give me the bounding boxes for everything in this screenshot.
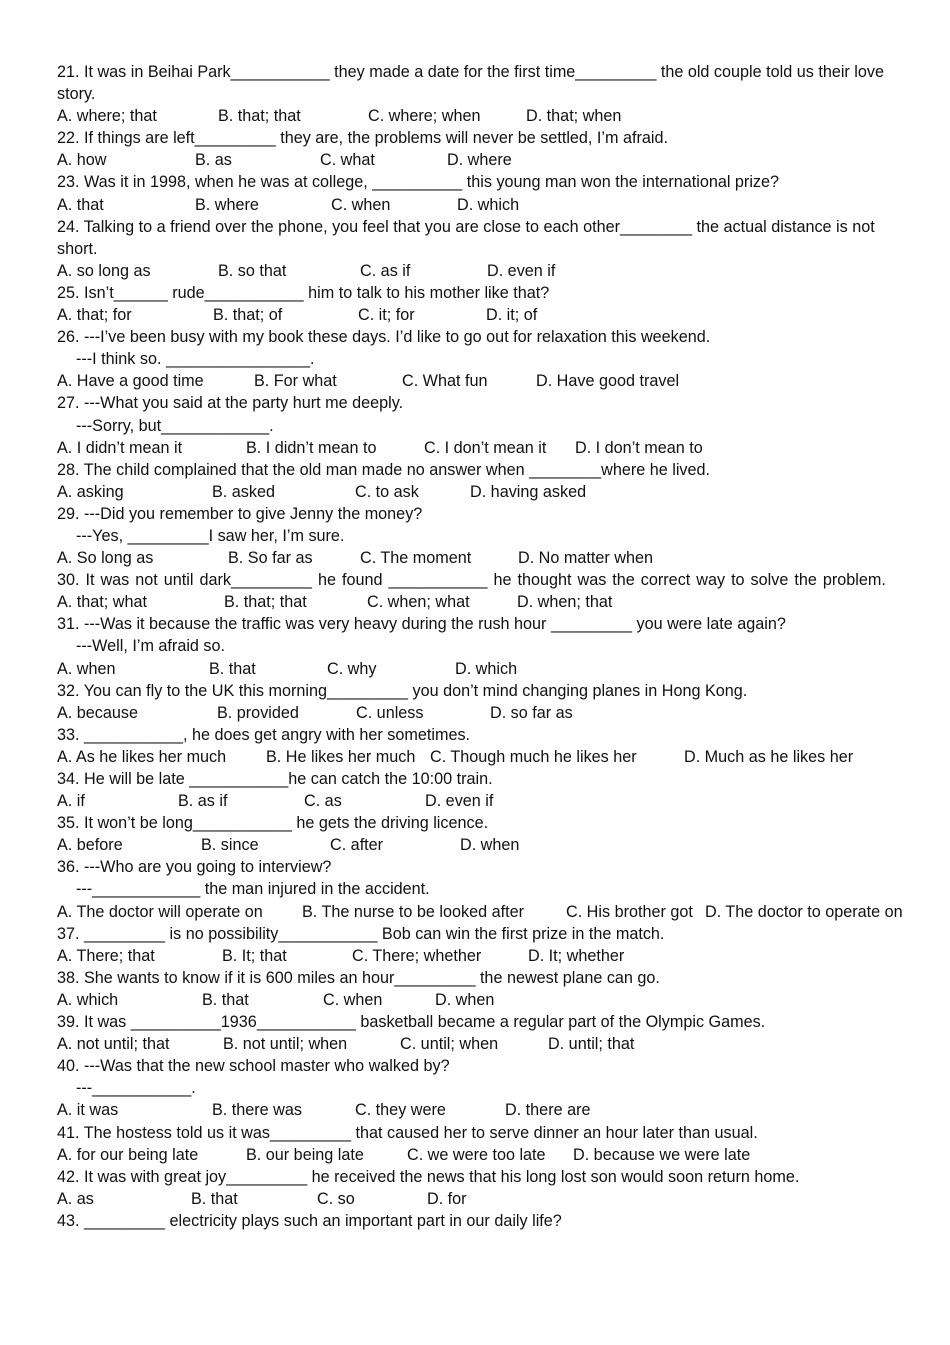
question-stem: 43. _________ electricity plays such an important part in our daily life? bbox=[57, 1211, 562, 1230]
option-b: B. He likes her much bbox=[266, 747, 416, 766]
option-c: C. what bbox=[320, 151, 375, 170]
option-c: C. unless bbox=[356, 703, 424, 722]
question-40 bbox=[57, 1055, 919, 1121]
question-stem: 28. The child complained that the old man made no answer when ________where he lived. bbox=[57, 460, 711, 479]
option-b: B. provided bbox=[217, 703, 299, 722]
question-stem: 27. ---What you said at the party hurt me deeply. bbox=[57, 394, 404, 413]
question-stem: 32. You can fly to the UK this morning_________ you don’t mind changing planes in Hong Kong. bbox=[57, 681, 748, 700]
option-c: C. as bbox=[304, 792, 342, 811]
option-a: A. Have a good time bbox=[57, 372, 204, 391]
option-b: B. For what bbox=[254, 372, 337, 391]
dialogue-reply: ---Yes, _________I saw her, I’m sure. bbox=[76, 526, 345, 545]
option-a: A. because bbox=[57, 703, 138, 722]
option-d: D. even if bbox=[487, 261, 556, 280]
option-d: D. The doctor to operate on bbox=[705, 902, 903, 921]
options-row bbox=[57, 1188, 919, 1210]
question-37 bbox=[57, 923, 919, 967]
question-stem: 41. The hostess told us it was_________ that caused her to serve dinner an hour later than usual. bbox=[57, 1123, 758, 1142]
dialogue-reply: ---____________ the man injured in the accident. bbox=[76, 880, 430, 899]
option-b: B. It; that bbox=[222, 946, 287, 965]
option-c: C. so bbox=[317, 1189, 355, 1208]
options-row bbox=[57, 834, 919, 856]
option-b: B. So far as bbox=[228, 549, 313, 568]
question-stem: 33. ___________, he does get angry with her sometimes. bbox=[57, 725, 471, 744]
options-row bbox=[57, 989, 919, 1011]
question-stem: 24. Talking to a friend over the phone, you feel that you are close to each other________ the actual distance is not short. bbox=[57, 217, 875, 258]
question-stem: 25. Isn’t______ rude___________ him to talk to his mother like that? bbox=[57, 283, 550, 302]
option-d: D. Have good travel bbox=[536, 372, 680, 391]
worksheet bbox=[57, 61, 919, 1232]
question-stem: 34. He will be late ___________he can catch the 10:00 train. bbox=[57, 770, 493, 788]
question-34 bbox=[57, 768, 919, 812]
question-33 bbox=[57, 724, 919, 768]
question-39 bbox=[57, 1011, 919, 1055]
question-29 bbox=[57, 503, 919, 569]
option-a: A. I didn’t mean it bbox=[57, 438, 183, 457]
options-row bbox=[57, 790, 919, 812]
option-a: A. So long as bbox=[57, 549, 154, 568]
question-30 bbox=[57, 569, 919, 613]
option-c: C. where; when bbox=[368, 107, 481, 126]
options-row bbox=[57, 1033, 919, 1055]
question-stem: 30. It was not until dark_________ he found ___________ he thought was the correct way to solve the problem. bbox=[57, 571, 886, 590]
options-row bbox=[57, 105, 919, 127]
option-a: A. when bbox=[57, 659, 116, 678]
question-35 bbox=[57, 812, 919, 856]
option-c: C. I don’t mean it bbox=[424, 438, 547, 457]
option-a: A. As he likes her much bbox=[57, 747, 227, 766]
question-stem: 23. Was it in 1998, when he was at college, __________ this young man won the international prize? bbox=[57, 173, 780, 192]
option-d: D. No matter when bbox=[518, 549, 653, 568]
option-b: B. The nurse to be looked after bbox=[302, 902, 524, 921]
option-a: A. that; for bbox=[57, 306, 132, 325]
option-c: C. The moment bbox=[360, 549, 472, 568]
options-row bbox=[57, 591, 919, 613]
option-a: A. which bbox=[57, 990, 119, 1009]
option-b: B. that; that bbox=[218, 107, 301, 126]
option-d: D. which bbox=[455, 659, 518, 678]
question-stem: 21. It was in Beihai Park___________ they made a date for the first time_________ the old couple told us their love story. bbox=[57, 63, 885, 104]
option-d: D. it; of bbox=[486, 306, 538, 325]
option-d: D. when bbox=[435, 990, 495, 1009]
question-26 bbox=[57, 326, 919, 392]
option-c: C. What fun bbox=[402, 372, 488, 391]
question-stem: 38. She wants to know if it is 600 miles an hour_________ the newest plane can go. bbox=[57, 968, 660, 987]
option-b: B. that bbox=[202, 990, 249, 1009]
option-d: D. I don’t mean to bbox=[575, 438, 703, 457]
question-stem: 29. ---Did you remember to give Jenny the money? bbox=[57, 504, 423, 523]
question-stem: 22. If things are left_________ they are, the problems will never be settled, I’m afraid. bbox=[57, 129, 668, 148]
option-b: B. asked bbox=[212, 482, 275, 501]
option-c: C. it; for bbox=[358, 306, 415, 325]
option-a: A. not until; that bbox=[57, 1035, 170, 1054]
option-b: B. so that bbox=[218, 261, 287, 280]
option-b: B. that bbox=[209, 659, 256, 678]
option-d: D. having asked bbox=[470, 482, 587, 501]
option-d: D. which bbox=[457, 195, 520, 214]
option-b: B. I didn’t mean to bbox=[246, 438, 377, 457]
options-row bbox=[57, 547, 919, 569]
option-c: C. they were bbox=[355, 1101, 446, 1120]
option-d: D. even if bbox=[425, 792, 494, 811]
question-31 bbox=[57, 613, 919, 679]
options-row bbox=[57, 901, 919, 923]
question-stem: 31. ---Was it because the traffic was very heavy during the rush hour _________ you were late again? bbox=[57, 615, 786, 634]
option-a: A. where; that bbox=[57, 107, 157, 126]
question-23 bbox=[57, 171, 919, 215]
option-d: D. there are bbox=[505, 1101, 591, 1120]
option-c: C. as if bbox=[360, 261, 411, 280]
question-stem: 39. It was __________1936___________ basketball became a regular part of the Olympic Games. bbox=[57, 1013, 766, 1032]
question-stem: 36. ---Who are you going to interview? bbox=[57, 858, 332, 877]
option-c: C. Though much he likes her bbox=[430, 747, 637, 766]
options-row bbox=[57, 945, 919, 967]
option-d: D. because we were late bbox=[573, 1145, 751, 1164]
option-b: B. our being late bbox=[246, 1145, 364, 1164]
option-b: B. that; that bbox=[224, 593, 307, 612]
option-a: A. that; what bbox=[57, 593, 147, 612]
options-row bbox=[57, 481, 919, 503]
question-32 bbox=[57, 680, 919, 724]
question-21 bbox=[57, 61, 919, 127]
question-stem: 42. It was with great joy_________ he received the news that his long lost son would soon return home. bbox=[57, 1167, 800, 1186]
option-a: A. asking bbox=[57, 482, 124, 501]
option-a: A. it was bbox=[57, 1101, 119, 1120]
options-row bbox=[57, 1144, 919, 1166]
dialogue-reply: ---I think so. ________________. bbox=[76, 350, 315, 369]
option-a: A. before bbox=[57, 836, 123, 855]
question-24 bbox=[57, 216, 919, 282]
dialogue-reply: ---___________. bbox=[76, 1079, 196, 1098]
option-d: D. until; that bbox=[548, 1035, 635, 1054]
options-row bbox=[57, 1099, 919, 1121]
question-25 bbox=[57, 282, 919, 326]
option-a: A. how bbox=[57, 151, 107, 170]
question-41 bbox=[57, 1122, 919, 1166]
option-a: A. There; that bbox=[57, 946, 155, 965]
option-d: D. It; whether bbox=[528, 946, 625, 965]
option-c: C. we were too late bbox=[407, 1145, 546, 1164]
question-38 bbox=[57, 967, 919, 1011]
options-row bbox=[57, 658, 919, 680]
option-c: C. why bbox=[327, 659, 377, 678]
dialogue-reply: ---Sorry, but____________. bbox=[76, 416, 274, 435]
question-stem: 35. It won’t be long___________ he gets the driving licence. bbox=[57, 814, 489, 833]
option-a: A. so long as bbox=[57, 261, 151, 280]
question-42 bbox=[57, 1166, 919, 1210]
question-36 bbox=[57, 856, 919, 922]
option-c: C. when bbox=[323, 990, 383, 1009]
option-a: A. if bbox=[57, 792, 85, 811]
option-d: D. where bbox=[447, 151, 512, 170]
option-d: D. Much as he likes her bbox=[684, 747, 854, 766]
question-22 bbox=[57, 127, 919, 171]
question-28 bbox=[57, 459, 919, 503]
options-row bbox=[57, 304, 919, 326]
options-row bbox=[57, 702, 919, 724]
question-stem: 26. ---I’ve been busy with my book these days. I’d like to go out for relaxation this weekend. bbox=[57, 328, 711, 347]
question-stem: 37. _________ is no possibility___________ Bob can win the first prize in the match. bbox=[57, 924, 665, 943]
option-b: B. as bbox=[195, 151, 232, 170]
option-a: A. for our being late bbox=[57, 1145, 199, 1164]
option-c: C. to ask bbox=[355, 482, 419, 501]
option-b: B. that; of bbox=[213, 306, 283, 325]
option-c: C. when; what bbox=[367, 593, 470, 612]
option-b: B. as if bbox=[178, 792, 228, 811]
option-d: D. when bbox=[460, 836, 520, 855]
option-c: C. when bbox=[331, 195, 391, 214]
option-d: D. for bbox=[427, 1189, 467, 1208]
option-c: C. There; whether bbox=[352, 946, 482, 965]
question-43 bbox=[57, 1210, 919, 1232]
options-row bbox=[57, 194, 919, 216]
options-row bbox=[57, 370, 919, 392]
question-27 bbox=[57, 392, 919, 458]
question-stem: 40. ---Was that the new school master who walked by? bbox=[57, 1057, 450, 1076]
option-c: C. until; when bbox=[400, 1035, 499, 1054]
option-d: D. so far as bbox=[490, 703, 573, 722]
option-c: C. His brother got bbox=[566, 902, 693, 921]
option-a: A. The doctor will operate on bbox=[57, 902, 263, 921]
option-b: B. since bbox=[201, 836, 259, 855]
option-b: B. not until; when bbox=[223, 1035, 348, 1054]
option-d: D. when; that bbox=[517, 593, 613, 612]
option-b: B. there was bbox=[212, 1101, 302, 1120]
options-row bbox=[57, 437, 919, 459]
option-a: A. as bbox=[57, 1189, 94, 1208]
option-b: B. where bbox=[195, 195, 259, 214]
options-row bbox=[57, 746, 919, 768]
option-d: D. that; when bbox=[526, 107, 622, 126]
option-a: A. that bbox=[57, 195, 104, 214]
option-b: B. that bbox=[191, 1189, 238, 1208]
option-c: C. after bbox=[330, 836, 384, 855]
options-row bbox=[57, 149, 919, 171]
dialogue-reply: ---Well, I’m afraid so. bbox=[76, 637, 226, 656]
options-row bbox=[57, 260, 919, 282]
